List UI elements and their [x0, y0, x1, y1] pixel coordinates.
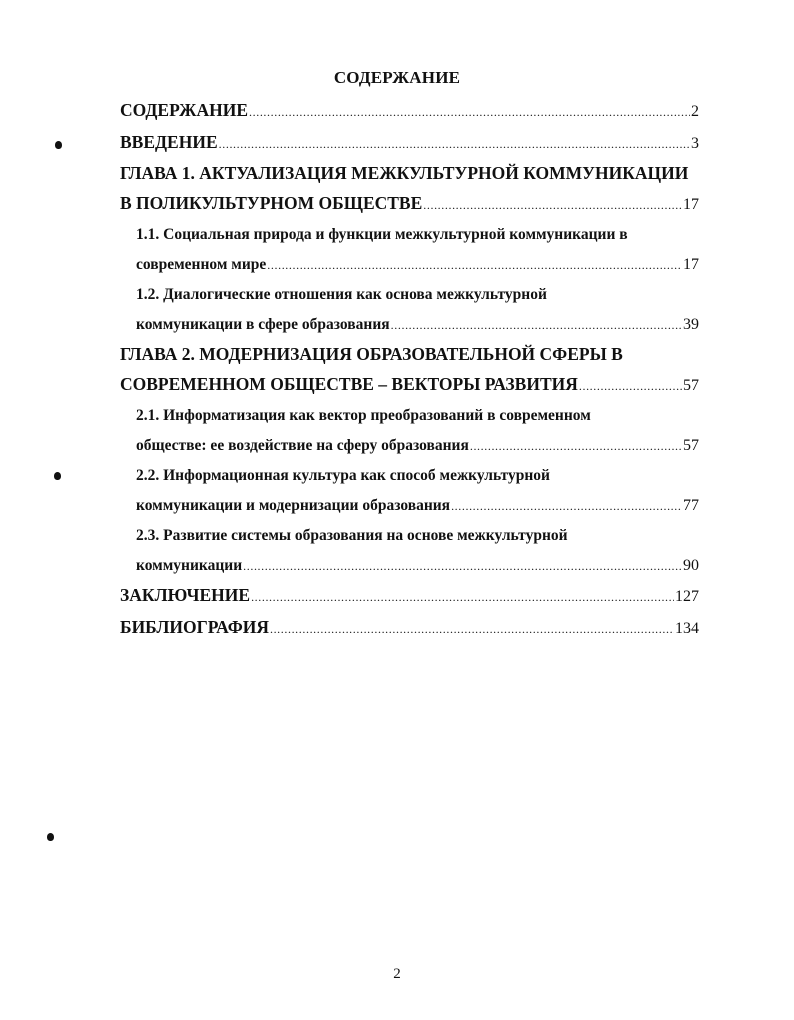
toc-chapter-entry [118, 128, 699, 160]
toc-entry-line [136, 491, 699, 522]
toc-entry-text: 1.2. Диалогические отношения как основа межкультурной [136, 286, 547, 303]
toc-subsection-entry [118, 280, 699, 340]
toc-entry-text: ЗАКЛЮЧЕНИЕ [120, 585, 251, 605]
toc-entry-text: 1.1. Социальная природа и функции межкультурной коммуникации в [136, 226, 628, 243]
punch-hole-mark [55, 141, 62, 149]
toc-page-number: 134 [675, 619, 699, 637]
toc-entry-line [136, 310, 699, 341]
toc-entry-line [136, 401, 699, 431]
toc-entry-text: 2.1. Информатизация как вектор преобразований в современном [136, 407, 591, 424]
toc-entry-text: 2.3. Развитие системы образования на основе межкультурной [136, 527, 568, 544]
dot-leader [251, 583, 674, 613]
toc-entry-line [120, 96, 699, 128]
toc-page-number: 57 [683, 376, 699, 394]
toc-entry-line [136, 521, 699, 551]
toc-chapter-entry [118, 159, 699, 220]
toc-entry-line [136, 461, 699, 491]
dot-leader [579, 372, 682, 402]
dot-leader [423, 191, 682, 221]
toc-chapter-entry [118, 613, 699, 645]
toc-entry-line [120, 370, 699, 402]
toc-subsection-entry [118, 220, 699, 280]
toc-entry-text: ГЛАВА 2. МОДЕРНИЗАЦИЯ ОБРАЗОВАТЕЛЬНОЙ СФЕРЫ В [120, 344, 623, 364]
toc-entry-text: ВВЕДЕНИЕ [120, 131, 218, 152]
toc-chapter-entry [118, 581, 699, 613]
toc-entry-text: В ПОЛИКУЛЬТУРНОМ ОБЩЕСТВЕ [120, 192, 423, 213]
dot-leader [249, 98, 690, 128]
page-title: СОДЕРЖАНИЕ [333, 68, 461, 87]
toc-entry-text: 2.2. Информационная культура как способ межкультурной [136, 467, 550, 484]
toc-entry-text: СОВРЕМЕННОМ ОБЩЕСТВЕ – ВЕКТОРЫ РАЗВИТИЯ [120, 373, 578, 394]
toc-entry-text: СОДЕРЖАНИЕ [120, 100, 249, 120]
toc-entry-line [136, 280, 699, 310]
toc-entry-line [136, 551, 699, 582]
toc-entry-line [136, 220, 699, 250]
punch-hole-mark [47, 833, 54, 841]
toc-page-number: 3 [691, 134, 699, 152]
toc-page-number: 77 [683, 496, 699, 514]
table-of-contents [118, 96, 699, 644]
dot-leader [451, 492, 682, 522]
punch-hole-mark [54, 472, 61, 480]
dot-leader [391, 311, 682, 341]
toc-entry-line [120, 340, 699, 370]
toc-entry-text: коммуникации и модернизации образования [136, 496, 451, 514]
toc-entry-text: современном мире [136, 255, 267, 273]
toc-page-number: 39 [683, 315, 699, 333]
dot-leader [470, 432, 682, 462]
toc-entry-text: БИБЛИОГРАФИЯ [120, 616, 269, 637]
toc-entry-line [136, 250, 699, 281]
toc-page-number: 57 [683, 436, 699, 454]
toc-entry-line [136, 431, 699, 462]
dot-leader [267, 251, 682, 281]
toc-page-number: 17 [683, 195, 699, 213]
toc-entry-text: коммуникации в сфере образования [136, 315, 390, 333]
toc-subsection-entry [118, 461, 699, 521]
dot-leader [243, 552, 682, 582]
toc-entry-line [120, 189, 699, 221]
toc-entry-line [120, 613, 699, 645]
toc-page-number: 17 [683, 255, 699, 273]
toc-page-number: 90 [683, 556, 699, 574]
toc-entry-line [120, 581, 699, 613]
page-number: 2 [393, 966, 401, 982]
toc-entry-line [120, 159, 699, 189]
toc-subsection-entry [118, 521, 699, 581]
toc-page-number: 127 [675, 588, 699, 605]
toc-entry-text: ГЛАВА 1. АКТУАЛИЗАЦИЯ МЕЖКУЛЬТУРНОЙ КОММУНИКАЦИИ [120, 163, 689, 183]
toc-chapter-entry [118, 340, 699, 401]
toc-entry-text: обществе: ее воздействие на сферу образования [136, 436, 469, 454]
toc-chapter-entry [118, 96, 699, 128]
toc-entry-line [120, 128, 699, 160]
toc-entry-text: коммуникации [136, 556, 243, 574]
toc-subsection-entry [118, 401, 699, 461]
dot-leader [270, 615, 674, 645]
dot-leader [219, 130, 690, 160]
toc-page-number: 2 [691, 103, 699, 120]
